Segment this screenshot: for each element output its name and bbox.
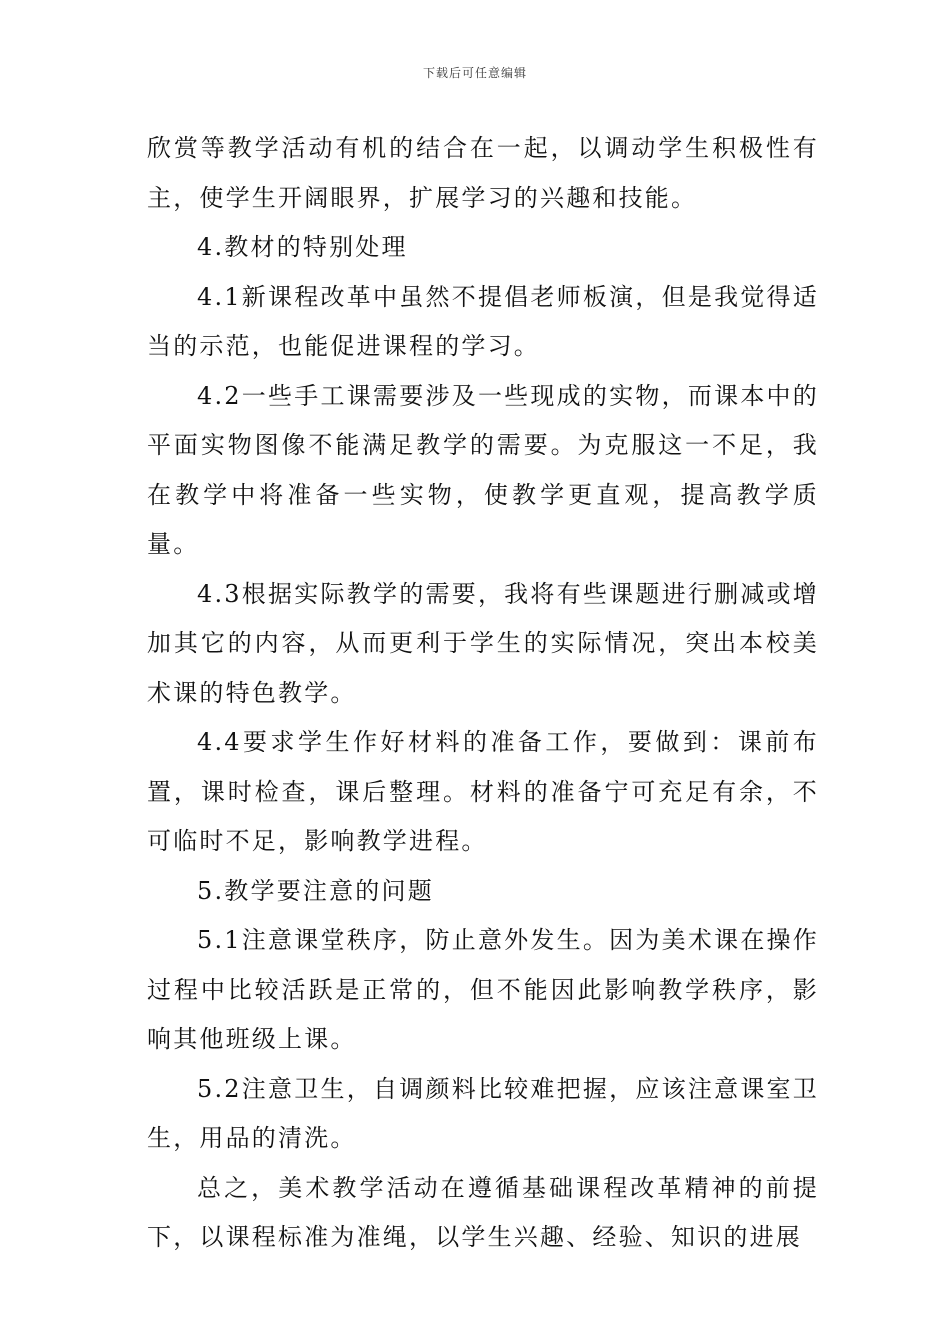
paragraph: 4.3根据实际教学的需要，我将有些课题进行删减或增加其它的内容，从而更利于学生的实际情况，突出本校美术课的特色教学。 (147, 579, 819, 707)
section-heading: 5.教学要注意的问题 (197, 876, 434, 905)
paragraph: 5.2注意卫生，自调颜料比较难把握，应该注意课室卫生，用品的清洗。 (147, 1074, 819, 1152)
paragraph: 5.1注意课堂秩序，防止意外发生。因为美术课在操作过程中比较活跃是正常的，但不能因此影响教学秩序，影响其他班级上课。 (147, 926, 819, 1053)
section-heading: 4.教材的特别处理 (197, 233, 408, 261)
page-header: 下载后可任意编辑 (422, 66, 527, 80)
document-body (147, 124, 819, 1263)
paragraph: 总之，美术教学活动在遵循基础课程改革精神的前提下，以课程标准为准绳，以学生兴趣、经验、知识的进展 (147, 1173, 819, 1251)
paragraph: 4.2一些手工课需要涉及一些现成的实物，而课本中的平面实物图像不能满足教学的需要。为克服这一不足，我在教学中将准备一些实物，使教学更直观，提高教学质量。 (147, 381, 819, 558)
paragraph: 欣赏等教学活动有机的结合在一起，以调动学生积极性有主，使学生开阔眼界，扩展学习的兴趣和技能。 (147, 134, 819, 212)
paragraph: 4.1新课程改革中虽然不提倡老师板演，但是我觉得适当的示范，也能促进课程的学习。 (147, 282, 819, 360)
paragraph: 4.4要求学生作好材料的准备工作，要做到：课前布置，课时检查，课后整理。材料的准备宁可充足有余，不可临时不足，影响教学进程。 (147, 728, 819, 855)
